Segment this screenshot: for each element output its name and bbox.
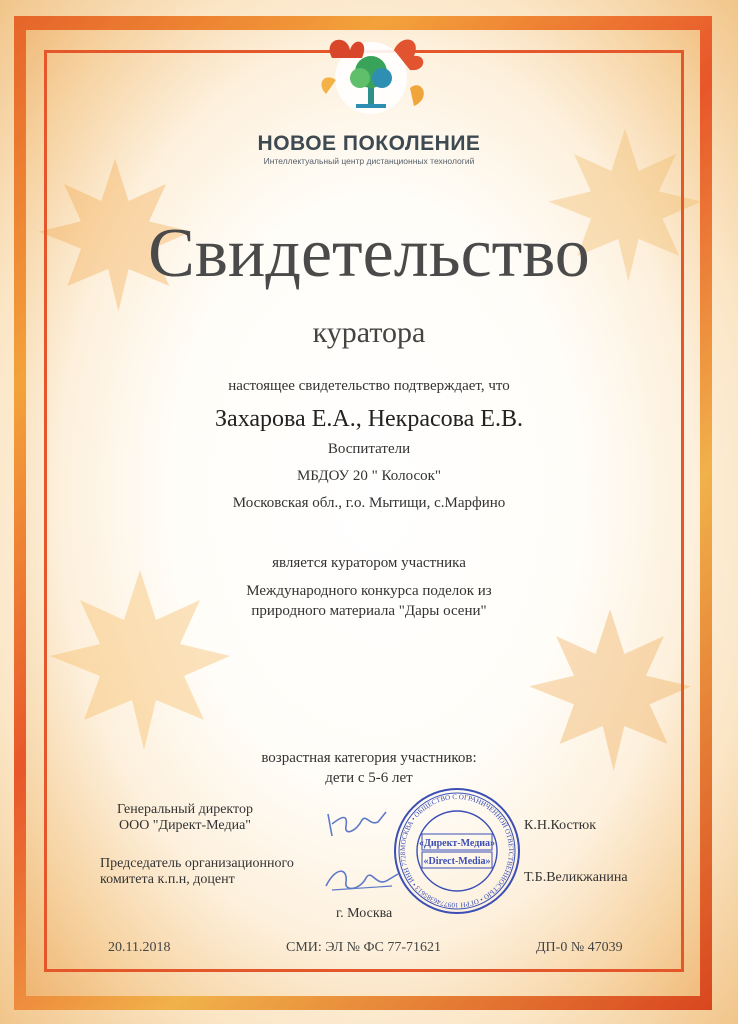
brand-name: НОВОЕ ПОКОЛЕНИЕ — [257, 132, 481, 155]
recipient-location: Московская обл., г.о. Мытищи, с.Марфино — [232, 495, 506, 511]
director-signature — [322, 806, 392, 842]
organization-stamp — [392, 786, 522, 916]
stamp-center-line2: «Direct-Media» — [423, 856, 491, 867]
director-name: К.Н.Костюк — [524, 818, 597, 833]
age-category-value: дети с 5-6 лет — [325, 770, 413, 786]
confirm-text: настоящее свидетельство подтверждает, что — [228, 378, 510, 394]
certificate-subtitle: куратора — [312, 316, 426, 349]
recipient-organization: МБДОУ 20 " Колосок" — [296, 468, 442, 484]
document-number: ДП-0 № 47039 — [536, 940, 623, 955]
director-title-line2: ООО "Директ-Медиа" — [118, 818, 252, 833]
recipient-names: Захарова Е.А., Некрасова Е.В. — [215, 406, 523, 432]
issue-city: г. Москва — [336, 906, 393, 921]
stamp-ring-text: МОСКВА • ОБЩЕСТВО С ОГРАНИЧЕННОЙ ОТВЕТСТВЕННОСТЬЮ • ОГРН 1097746385613 • ИНН 7728 — [398, 792, 516, 910]
certificate-title: Свидетельство — [148, 215, 590, 292]
recipient-position: Воспитатели — [327, 441, 411, 457]
age-category-label: возрастная категория участников: — [261, 750, 477, 766]
stamp-center-line1: «Директ-Медиа» — [418, 838, 496, 849]
contest-name-line2: природного материала "Дары осени" — [251, 603, 487, 619]
contest-name-line1: Международного конкурса поделок из — [246, 583, 492, 599]
new-generation-logo — [302, 28, 440, 132]
media-registration: СМИ: ЭЛ № ФС 77-71621 — [286, 940, 442, 955]
issue-date: 20.11.2018 — [108, 940, 171, 955]
brand-subtitle: Интеллектуальный центр дистанционных технологий — [263, 156, 475, 166]
chair-title — [100, 856, 336, 888]
chair-name: Т.Б.Великжанина — [524, 870, 628, 885]
chair-signature — [322, 862, 402, 896]
chair-title-line2: комитета к.п.н, доцент — [100, 872, 235, 887]
chair-title-line1: Председатель организационного — [100, 856, 294, 871]
director-title-line1: Генеральный директор — [117, 802, 253, 817]
curator-role-text: является куратором участника — [272, 555, 466, 571]
director-title — [100, 802, 270, 834]
